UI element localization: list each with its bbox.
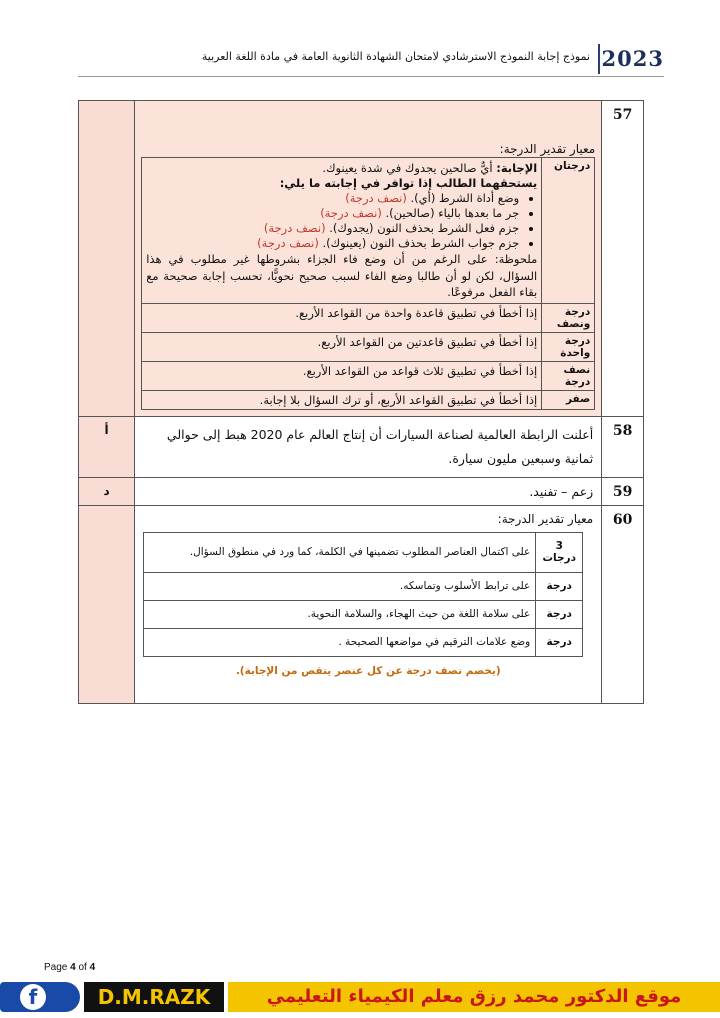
level-label: درجة	[536, 572, 583, 600]
answer-letter: د	[79, 477, 135, 505]
header-title: نموذج إجابة النموذج الاسترشادي لامتحان الشهادة الثانوية العامة في مادة اللغة العربية	[201, 50, 590, 63]
page-header	[78, 40, 664, 78]
level-text: إذا أخطأ في تطبيق قاعدتين من القواعد الأربع.	[142, 333, 542, 362]
level-text: وضع علامات الترقيم في مواضعها الصحيحة .	[144, 628, 536, 656]
facebook-badge[interactable]	[0, 982, 80, 1012]
answer-table	[78, 100, 644, 704]
question-number: 60	[602, 505, 644, 703]
header-rule	[78, 76, 664, 77]
deserve-text: يستحقهما الطالب إذا توافر في إجابته ما يلي:	[279, 176, 538, 190]
level-text: إذا أخطأ في تطبيق القواعد الأربع، أو ترك السؤال بلا إجابة.	[142, 391, 542, 410]
answer-cell	[79, 505, 135, 703]
list-item: • جر ما بعدها بالياء (صالحين). (نصف درجة)	[146, 206, 519, 220]
level-label: 3 درجات	[536, 532, 583, 572]
level-label: درجة ونصف	[542, 304, 595, 333]
level-text: إذا أخطأ في تطبيق قاعدة واحدة من القواعد الأربع.	[142, 304, 542, 333]
list-item: • جزم فعل الشرط بحذف النون (يجدوك). (نصف درجة)	[146, 221, 519, 235]
header-year: 2023	[601, 46, 664, 71]
header-separator	[598, 44, 600, 74]
criteria-table	[143, 532, 583, 657]
answer-line	[146, 161, 537, 175]
level-label: درجتان	[542, 158, 595, 304]
level-label: درجة	[536, 628, 583, 656]
question-content	[135, 101, 602, 417]
list-item: • جزم جواب الشرط بحذف النون (يعينوك). (نصف درجة)	[146, 236, 519, 250]
question-content	[135, 505, 602, 703]
full-marks-cell	[142, 158, 542, 304]
footer-banner	[0, 978, 720, 1018]
question-row-57	[79, 101, 644, 417]
level-label: درجة واحدة	[542, 333, 595, 362]
level-label: نصف درجة	[542, 362, 595, 391]
level-text: على سلامة اللغة من حيث الهجاء، والسلامة النحوية.	[144, 600, 536, 628]
question-number: 59	[602, 477, 644, 505]
level-label: درجة	[536, 600, 583, 628]
criteria-title: معيار تقدير الدرجة:	[497, 511, 594, 526]
page-indicator: Page 4 of 4	[44, 962, 96, 973]
criteria-table	[141, 157, 595, 410]
brand-logo: D.M.RAZK	[84, 982, 224, 1012]
deduction-note: (يخصم نصف درجة عن كل عنصر ينقص من الإجابة).	[235, 664, 501, 677]
level-text: على اكتمال العناصر المطلوب تضمينها في الكلمة، كما ورد في منطوق السؤال.	[144, 532, 536, 572]
question-number: 57	[602, 101, 644, 417]
facebook-icon: f	[20, 984, 46, 1010]
list-item: • وضع أداة الشرط (أي). (نصف درجة)	[146, 191, 519, 205]
question-number: 58	[602, 417, 644, 478]
answer-label: الإجابة:	[496, 161, 538, 175]
rules-list	[146, 191, 537, 250]
answer-text: أيٌّ صالحين يجدوك في شدة يعينوك.	[322, 161, 493, 175]
question-text: أعلنت الرابطة العالمية لصناعة السيارات أن إنتاج العالم عام 2020 هبط إلى حوالي ثمانية وسبعين مليون سيارة.	[135, 417, 602, 478]
question-row-60	[79, 505, 644, 703]
criteria-title: معيار تقدير الدرجة:	[499, 142, 596, 156]
note-text: ملحوظة: على الرغم من أن وضع فاء الجزاء بشروطها غير مطلوب في هذا السؤال، لكن لو أن طالبا وضع الفاء لسبب صحيح نحويًّا، تحسب إجابة صحيحة مع بقاء الفعل مرفوعًا.	[146, 252, 538, 300]
level-text: إذا أخطأ في تطبيق ثلاث قواعد من القواعد الأربع.	[142, 362, 542, 391]
question-text: زعم – تفنيد.	[135, 477, 602, 505]
answer-cell	[79, 101, 135, 417]
level-label: صفر	[542, 391, 595, 410]
question-row-59	[79, 477, 644, 505]
answer-letter: أ	[79, 417, 135, 478]
level-text: على ترابط الأسلوب وتماسكه.	[144, 572, 536, 600]
question-row-58	[79, 417, 644, 478]
site-name: موقع الدكتور محمد رزق معلم الكيمياء التعليمي	[228, 982, 720, 1012]
